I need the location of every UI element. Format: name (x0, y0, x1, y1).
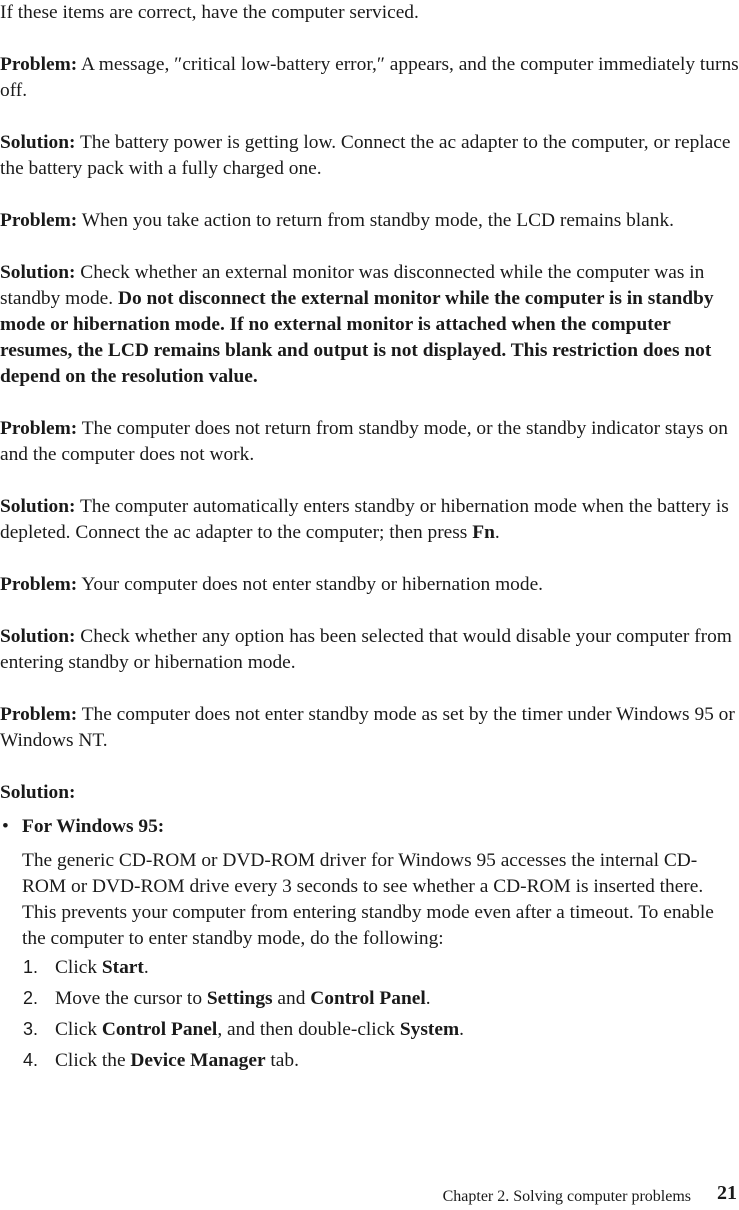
step-item (22, 952, 739, 983)
page-footer (0, 1180, 739, 1206)
solution-4 (0, 624, 739, 676)
problem-2-text: When you take action to return from standby mode, the LCD remains blank. (81, 210, 675, 231)
problem-5-text: The computer does not enter standby mode as set by the timer under Windows 95 or Windows NT. (0, 704, 735, 751)
step-text: Click the (55, 1050, 131, 1071)
page-number: 21 (717, 1182, 737, 1204)
step-item (22, 1045, 739, 1076)
problem-label: Problem: (0, 54, 78, 75)
solution-1-text: The battery power is getting low. Connect the ac adapter to the computer, or replace the battery pack with a fully charged one. (0, 132, 731, 179)
step-bold: Control Panel (101, 1019, 218, 1040)
step-bold: Control Panel (310, 988, 426, 1009)
step-bold: System (399, 1019, 460, 1040)
problem-label: Problem: (0, 210, 78, 231)
problem-4-text: Your computer does not enter standby or hibernation mode. (81, 574, 544, 595)
solution-5-heading (0, 780, 739, 806)
solution-2 (0, 260, 739, 390)
step-bold: Device Manager (130, 1050, 266, 1071)
step-end: . (459, 1019, 464, 1040)
step-item (22, 983, 739, 1014)
problem-label: Problem: (0, 574, 78, 595)
solution-3-text: The computer automatically enters standby or hibernation mode when the battery is depleted. Connect the ac adapter to the computer; then press (0, 496, 729, 543)
step-text: , and then double-click (217, 1019, 400, 1040)
problem-4 (0, 572, 739, 598)
problem-label: Problem: (0, 704, 78, 725)
bullet-title: For Windows 95: (22, 816, 165, 837)
fn-key: Fn (472, 522, 495, 543)
intro-text: If these items are correct, have the computer serviced. (0, 2, 419, 23)
problem-3 (0, 416, 739, 468)
step-text: Move the cursor to (55, 988, 207, 1009)
step-number: 2. (23, 988, 39, 1008)
step-bold: Start (101, 957, 144, 978)
solution-label: Solution: (0, 132, 76, 153)
step-number: 1. (23, 957, 39, 977)
problem-2 (0, 208, 739, 234)
solution-label: Solution: (0, 496, 76, 517)
problem-1 (0, 52, 739, 104)
solution-2-warning: Do not disconnect the external monitor while the computer is in standby mode or hibernation mode. If no external monitor is attached when the computer resumes, the LCD remains blank and output is not displayed. This restriction does not depend on the resolution value. (0, 288, 714, 387)
step-text: Click (55, 1019, 102, 1040)
step-number: 3. (23, 1019, 39, 1039)
solution-label: Solution: (0, 782, 76, 803)
solution-4-text: Check whether any option has been selected that would disable your computer from entering standby or hibernation mode. (0, 626, 732, 673)
step-number: 4. (23, 1050, 39, 1070)
problem-label: Problem: (0, 418, 78, 439)
bullet-icon: • (2, 816, 9, 837)
solution-3 (0, 494, 739, 546)
step-text: Click (55, 957, 102, 978)
solution-label: Solution: (0, 626, 76, 647)
solution-3-end: . (494, 522, 500, 543)
step-item (22, 1014, 739, 1045)
solution-label: Solution: (0, 262, 76, 283)
solution-2-text: Check whether an external monitor was disconnected while the computer was in standby mode. (0, 262, 705, 309)
problem-3-text: The computer does not return from standby mode, or the standby indicator stays on and the computer does not work. (0, 418, 728, 465)
chapter-title: Chapter 2. Solving computer problems (442, 1188, 691, 1205)
bullet-windows-95 (0, 814, 739, 840)
step-end: . (143, 957, 149, 978)
step-bold: Settings (206, 988, 273, 1009)
bullet-body: The generic CD-ROM or DVD-ROM driver for Windows 95 accesses the internal CD-ROM or DVD-ROM drive every 3 seconds to see whether a CD-ROM is inserted there. This prevents your computer from entering standby mode even after a timeout. To enable the computer to enter standby mode, do the following: (22, 850, 714, 949)
step-text: and (272, 988, 311, 1009)
step-end: . (425, 988, 431, 1009)
problem-5 (0, 702, 739, 754)
step-text: tab. (265, 1050, 299, 1071)
problem-1-text: A message, ″critical low-battery error,″ appears, and the computer immediately turns off. (0, 54, 739, 101)
steps-list (22, 952, 739, 1076)
solution-1 (0, 130, 739, 182)
